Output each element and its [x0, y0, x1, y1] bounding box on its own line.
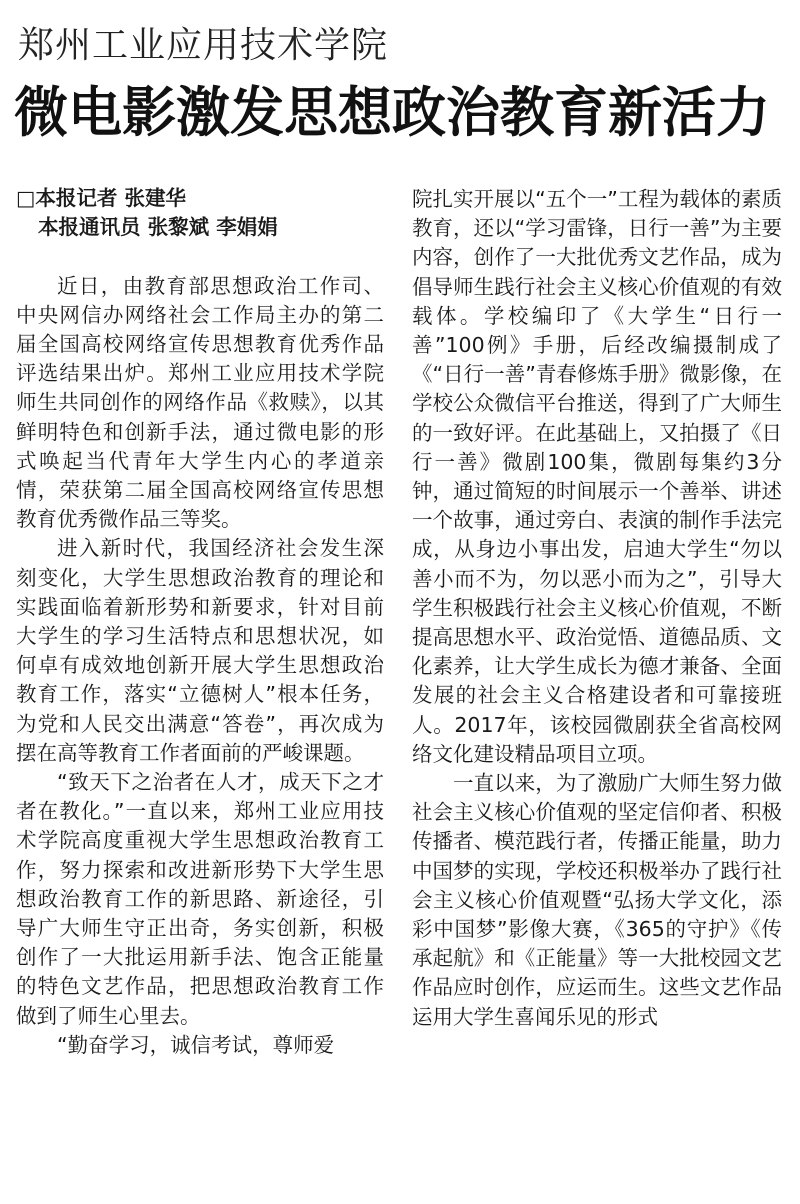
byline-correspondents: 本报通讯员 张黎斌 李娟娟	[38, 215, 278, 240]
paragraph-1: 近日，由教育部思想政治工作司、中央网信办网络社会工作局主办的第二届全国高校网络宣传思想教育优秀作品评选结果出炉。郑州工业应用技术学院师生共同创作的网络作品《救赎》，以其鲜明特色和创新手法，通过微电影的形式唤起当代青年大学生内心的孝道亲情，荣获第二届全国高校网络宣传思想教育优秀微作品三等奖。	[16, 273, 384, 532]
article-column-left	[16, 184, 384, 1203]
paragraph-3: “致天下之治者在人才，成天下之才者在教化。”一直以来，郑州工业应用技术学院高度重视大学生思想政治教育工作，努力探索和改进新形势下大学生思想政治教育工作的新思路、新途径，引导广大师生守正出奇，务实创新，积极创作了一大批运用新手法、饱含正能量的特色文艺作品，把思想政治教育工作做到了师生心里去。	[16, 770, 384, 1028]
paragraph-2: 进入新时代，我国经济社会发生深刻变化，大学生思想政治教育的理论和实践面临着新形势和新要求，针对目前大学生的学习生活特点和思想状况，如何卓有成效地创新开展大学生思想政治教育工作，落实“立德树人”根本任务，为党和人民交出满意“答卷”，再次成为摆在高等教育工作者面前的严峻课题。	[16, 536, 384, 765]
article-kicker: 郑州工业应用技术学院	[18, 25, 389, 66]
article-headline: 微电影激发思想政治教育新活力	[14, 81, 770, 144]
byline-reporter: □本报记者 张建华	[16, 186, 187, 210]
paragraph-5: 一直以来，为了激励广大师生努力做社会主义核心价值观的坚定信仰者、积极传播者、模范践行者，传播正能量，助力中国梦的实现，学校还积极举办了践行社会主义核心价值观暨“弘扬大学文化，添彩中国梦”影像大赛，《365的守护》《传承起航》和《正能量》等一大批校园文艺作品应时创作，应运而生。这些文艺作品运用大学生喜闻乐见的形式	[412, 771, 782, 1029]
byline-spacer	[16, 242, 384, 271]
article-column-right	[412, 185, 782, 1204]
paragraph-4-start: “勤奋学习，诚信考试，尊师爱	[57, 1032, 335, 1057]
paragraph-4-continued: 院扎实开展以“五个一”工程为载体的素质教育，还以“学习雷锋，日行一善”为主要内容，创作了一大批优秀文艺作品，成为倡导师生践行社会主义核心价值观的有效载体。学校编印了《大学生“日行一善”100例》手册，后经改编摄制成了《“日行一善”青春修炼手册》微影像，在学校公众微信平台推送，得到了广大师生的一致好评。在此基础上，又拍摄了《日行一善》微剧100集，微剧每集约3分钟，通过简短的时间展示一个善举、讲述一个故事，通过旁白、表演的制作手法完成，从身边小事出发，启迪大学生“勿以善小而不为，勿以恶小而为之”，引导大学生积极践行社会主义核心价值观，不断提高思想水平、政治觉悟、道德品质、文化素养，让大学生成长为德才兼备、全面发展的社会主义合格建设者和可靠接班人。2017年，该校园微剧获全省高校网络文化建设精品项目立项。	[412, 187, 782, 766]
